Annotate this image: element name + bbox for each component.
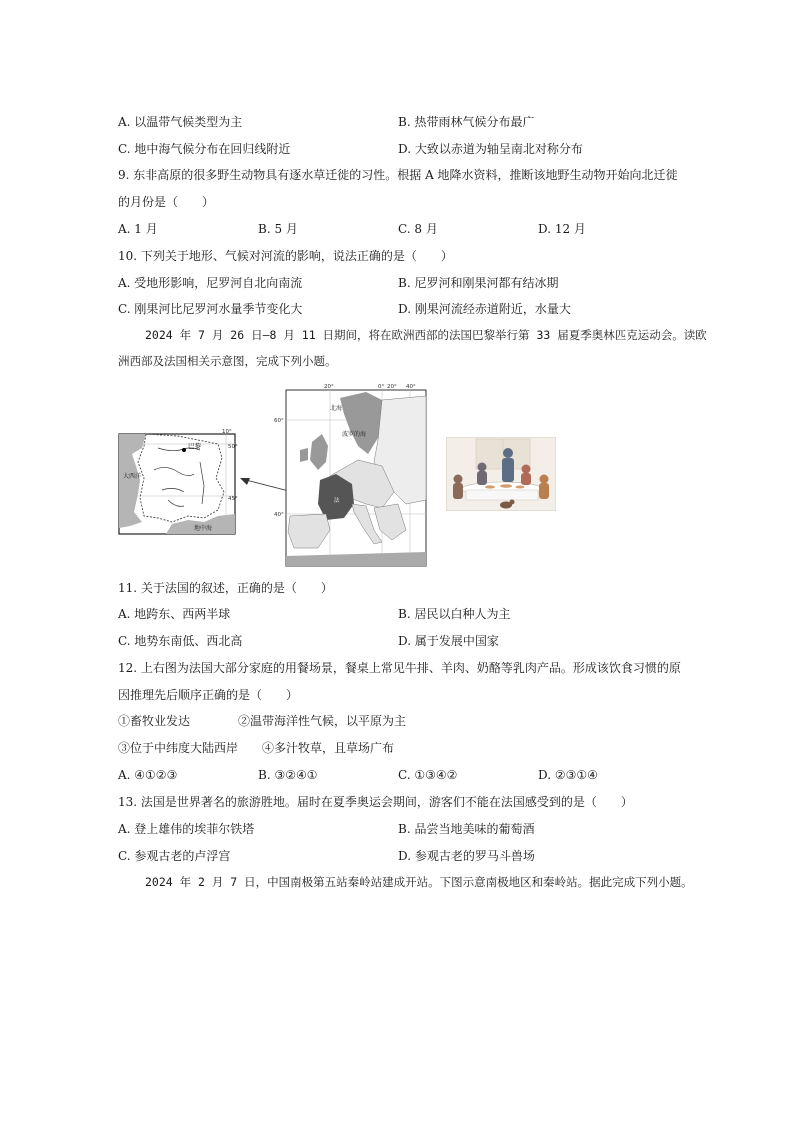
atlantic-label: 大西洋	[123, 473, 142, 480]
q12-statement-3: ③位于中纬度大陆西岸	[118, 741, 239, 755]
person-elder	[477, 463, 487, 486]
q11-option-d: D. 属于发展中国家	[398, 634, 499, 648]
q8-option-b: B. 热带雨林气候分布最广	[398, 115, 535, 129]
q10-option-a: A. 受地形影响，尼罗河自北向南流	[118, 276, 303, 290]
q10-stem: 10. 下列关于地形、气候对河流的影响，说法正确的是（ ）	[118, 249, 453, 263]
q9-option-a: A. 1 月	[118, 222, 158, 236]
lon-label-10: 10°	[222, 429, 232, 435]
q10-option-c: C. 刚果河比尼罗河水量季节变化大	[118, 302, 303, 316]
q8-option-c: C. 地中海气候分布在回归线附近	[118, 142, 291, 156]
q13-option-c: C. 参观古老的卢浮宫	[118, 849, 231, 863]
intro1-line2: 洲西部及法国相关示意图，完成下列小题。	[118, 354, 337, 368]
france-map	[118, 428, 238, 536]
q12-stem-line1: 12. 上右图为法国大部分家庭的用餐场景，餐桌上常见牛排、羊肉、奶酪等乳肉产品。形成该饮食习惯的原	[118, 661, 681, 675]
q13-option-d: D. 参观古老的罗马斗兽场	[398, 849, 535, 863]
q13-option-b: B. 品尝当地美味的葡萄酒	[398, 822, 535, 836]
lat-label-45: 45°	[228, 496, 238, 502]
lat-label-50: 50°	[228, 444, 238, 450]
person-left	[453, 475, 463, 500]
lon-label-e20: 20°	[387, 384, 397, 390]
q12-option-b: B. ③②④①	[258, 768, 318, 782]
q12-option-c: C. ①③④②	[398, 768, 458, 782]
q12-statement-2: ②温带海洋性气候，以平原为主	[238, 714, 407, 728]
q13-option-a: A. 登上雄伟的埃菲尔铁塔	[118, 822, 255, 836]
q12-option-a: A. ④①②③	[118, 768, 178, 782]
q11-option-c: C. 地势东南低、西北高	[118, 634, 243, 648]
lat-label-60: 60°	[274, 418, 284, 424]
mediterranean-label: 地中海	[194, 525, 213, 532]
lon-label-e40: 40°	[406, 384, 416, 390]
person-woman	[521, 465, 531, 486]
lon-label-0: 0°	[378, 384, 385, 390]
intro1-line1: 2024 年 7 月 26 日—8 月 11 日期间，将在欧洲西部的法国巴黎举行第 33 届夏季奥林匹克运动会。读欧	[145, 328, 707, 342]
q9-stem-line2: 的月份是（ ）	[118, 195, 215, 209]
q8-option-d: D. 大致以赤道为轴呈南北对称分布	[398, 142, 583, 156]
family-dinner-illustration	[446, 437, 556, 511]
person-standing	[502, 448, 514, 482]
intro2-line1: 2024 年 2 月 7 日，中国南极第五站秦岭站建成开站。下图示意南极地区和秦岭站。据此完成下列小题。	[145, 875, 693, 889]
paris-label: 巴黎	[188, 442, 201, 450]
q9-option-b: B. 5 月	[258, 222, 298, 236]
q10-option-d: D. 刚果河流经赤道附近，水量大	[398, 302, 571, 316]
france-mark-label: 法	[334, 498, 340, 504]
q12-option-d: D. ②③①④	[538, 768, 598, 782]
baltic-label: 波罗的海	[342, 431, 367, 438]
q9-stem-line1: 9. 东非高原的很多野生动物具有逐水草迁徙的习性。根据 A 地降水资料，推断该地野生动物开始向北迁徙	[118, 168, 678, 182]
q11-stem: 11. 关于法国的叙述，正确的是（ ）	[118, 581, 333, 595]
q11-option-b: B. 居民以白种人为主	[398, 607, 511, 621]
q12-stem-line2: 因推理先后顺序正确的是（ ）	[118, 688, 299, 702]
q12-statement-1: ①畜牧业发达	[118, 714, 191, 728]
europe-map	[270, 380, 428, 568]
q9-option-c: C. 8 月	[398, 222, 438, 236]
lon-label-w20: 20°	[324, 384, 334, 390]
q10-option-b: B. 尼罗河和刚果河都有结冰期	[398, 276, 559, 290]
q11-option-a: A. 地跨东、西两半球	[118, 607, 231, 621]
q13-stem: 13. 法国是世界著名的旅游胜地。届时在夏季奥运会期间，游客们不能在法国感受到的是（ ）	[118, 795, 633, 809]
q12-statement-4: ④多汁牧草，且草场广布	[262, 741, 395, 755]
person-right	[539, 475, 549, 500]
q9-option-d: D. 12 月	[538, 222, 586, 236]
q8-option-a: A. 以温带气候类型为主	[118, 115, 243, 129]
paris-dot	[182, 448, 186, 452]
lat-label-40: 40°	[274, 512, 284, 518]
ireland	[300, 448, 308, 462]
north-sea-label: 北海	[330, 405, 343, 412]
